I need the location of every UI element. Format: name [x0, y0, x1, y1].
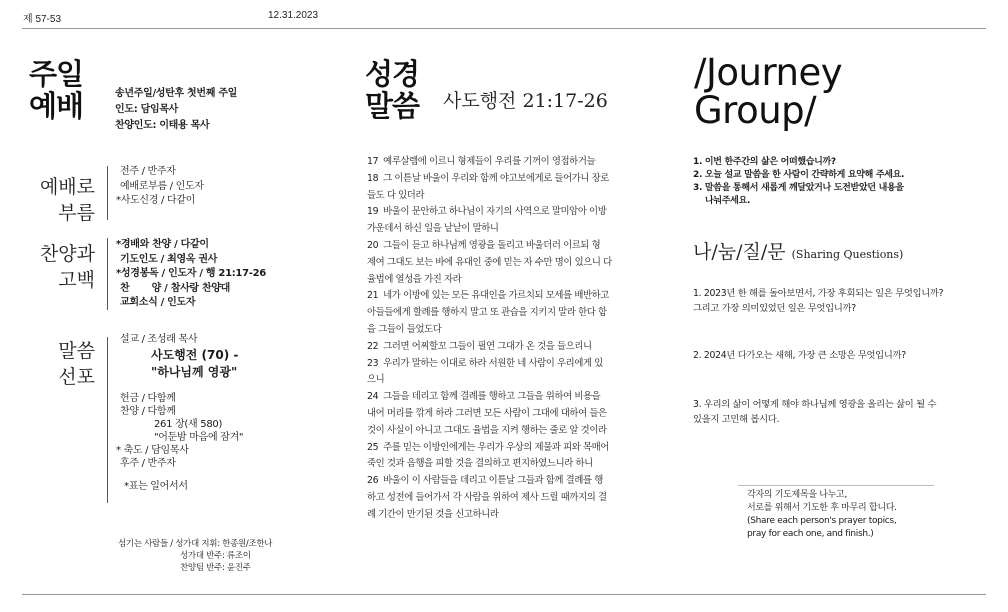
- verse-text: 죽인 것과 음행을 피할 것을 결의하고 편지하였느니라 하니: [367, 458, 593, 470]
- section-title-word-line1: 말씀: [58, 340, 95, 362]
- scripture-line: [367, 272, 643, 289]
- sharing-title-en: (Sharing Questions): [791, 248, 904, 261]
- prayer-line: 각자의 기도제목을 나누고,: [747, 490, 848, 500]
- scripture-line: [367, 238, 643, 255]
- choir-credits: [118, 538, 272, 574]
- scripture-line: [367, 440, 643, 457]
- scripture-line: [367, 406, 643, 423]
- verse-number: 18: [367, 172, 379, 184]
- sharing-questions-title: [693, 237, 903, 264]
- journey-title-line1: /Journey: [694, 51, 843, 94]
- section-word-items: [116, 392, 244, 493]
- order-item: *성경봉독 / 인도자 / 행 21:17-26: [116, 268, 266, 279]
- verse-number: 22: [367, 340, 379, 352]
- verse-text: 우리가 말하는 이대로 하라 서원한 네 사람이 우리에게 있: [383, 357, 603, 369]
- worship-title-line2: 예배: [29, 89, 84, 123]
- service-leader: 인도: 담임목사: [115, 104, 179, 115]
- scripture-line: [367, 322, 643, 339]
- sharing-question-1: [693, 286, 973, 316]
- service-name: 송년주일/성탄후 첫번째 주일: [115, 88, 238, 99]
- verse-text: 례 기간이 만기된 것을 신고하니라: [367, 508, 499, 520]
- order-item: 예배로부름 / 인도자: [120, 180, 204, 192]
- order-item: 교회소식 / 인도자: [120, 297, 196, 308]
- bottom-divider: [22, 594, 986, 595]
- issue-number: 제 57-53: [23, 14, 62, 25]
- section-title-word: [15, 338, 95, 390]
- sermon-title-line1: 사도행전 (70) -: [151, 348, 239, 362]
- journey-group-title: [694, 51, 843, 132]
- verse-number: 21: [367, 290, 379, 302]
- verse-text: 주를 믿는 이방인에게는 우리가 우상의 제물과 피와 목매어: [383, 441, 609, 453]
- sermon-title: [151, 347, 238, 381]
- service-info: [115, 86, 237, 134]
- verse-text: 내어 머리를 깎게 하라 그러면 모든 사람이 그대에 대하여 들은: [367, 407, 607, 419]
- verse-number: 17: [367, 156, 379, 167]
- prayer-instructions: [747, 489, 897, 541]
- scripture-line: [367, 154, 643, 171]
- verse-number: 24: [367, 391, 379, 403]
- order-item: 261 장(새 580): [154, 419, 223, 430]
- section-title-call: [15, 174, 95, 226]
- journey-title-line2: Group/: [694, 89, 817, 132]
- verse-text: 가운데서 하신 일을 낱낱이 말하니: [367, 223, 499, 235]
- section-title-call-line2: 부름: [58, 202, 95, 224]
- verse-text: 아들들에게 할례를 행하지 말고 또 관습을 지키지 말라 한다 함: [367, 307, 607, 319]
- question-line: 1. 2023년 한 해를 돌아보면서, 가장 후회되는 일은 무엇입니까?: [693, 288, 944, 299]
- section-call-divider: [107, 166, 108, 220]
- scripture-line: [367, 188, 643, 205]
- verse-number: 23: [367, 357, 379, 369]
- order-item: 기도인도 / 최영옥 권사: [120, 253, 218, 265]
- choir-line: 찬양팀 반주: 윤진주: [180, 563, 251, 573]
- journey-step: 3. 말씀을 통해서 새롭게 깨달았거나 도전받았던 내용을: [693, 183, 904, 193]
- section-title-praise-line1: 찬양과: [39, 243, 95, 265]
- sharing-title-ko: 나/눔/질/문: [693, 241, 786, 263]
- scripture-line: [367, 490, 643, 507]
- order-item: 찬양 / 다함께: [120, 406, 176, 417]
- scripture-line: [367, 221, 643, 238]
- scripture-line: [367, 171, 643, 188]
- verse-text: 바울이 이 사람들을 데리고 이튿날 그들과 함께 결례를 행: [383, 475, 603, 487]
- verse-text: 그들이 듣고 하나님께 영광을 돌리고 바울더러 이르되 형: [383, 239, 601, 251]
- scripture-line: [367, 389, 643, 406]
- sermon-label: 설교 / 조성래 목사: [120, 334, 198, 345]
- verse-number: 25: [367, 441, 379, 453]
- order-item: 후주 / 반주자: [120, 458, 176, 469]
- verse-text: 으니: [367, 374, 385, 386]
- section-call-items: [116, 165, 204, 209]
- order-item: *사도신경 / 다같이: [116, 195, 196, 206]
- scripture-line: [367, 507, 643, 524]
- verse-text: 율법에 열성을 가진 자라: [367, 273, 462, 285]
- scripture-line: [367, 255, 643, 272]
- verse-number: 20: [367, 239, 379, 251]
- top-divider: [22, 28, 986, 29]
- section-title-praise: [15, 241, 95, 293]
- verse-text: 을 그들이 들었도다: [367, 323, 442, 335]
- question-line: 3. 우리의 삶이 어떻게 해야 하나님께 영광을 올리는 삶이 될 수: [693, 399, 937, 410]
- verse-text: 그러면 어찌할꼬 그들이 필연 그대가 온 것을 들으리니: [383, 340, 592, 352]
- verse-text: 예루살렘에 이르니 형제들이 우리를 기꺼이 영접하거늘: [383, 156, 596, 167]
- scripture-line: [367, 204, 643, 221]
- order-item: 찬 양 / 참사랑 찬양대: [120, 282, 231, 294]
- standing-note: *표는 일어서서: [124, 481, 188, 492]
- verse-text: 네가 이방에 있는 모든 유대인을 가르치되 모세를 배반하고: [383, 290, 609, 302]
- scripture-line: [367, 423, 643, 440]
- scripture-title-line1: 성경: [365, 57, 420, 91]
- prayer-line: 서로를 위해서 기도한 후 마무리 합니다.: [747, 503, 897, 513]
- sharing-question-2: [693, 348, 973, 363]
- verse-text: 그 이튿날 바울이 우리와 함께 야고보에게로 들어가니 장로: [383, 172, 609, 184]
- verse-number: 19: [367, 206, 379, 218]
- sermon-title-line2: "하나님께 영광": [151, 365, 238, 379]
- section-title-word-line2: 선포: [58, 366, 95, 388]
- verse-number: 26: [367, 475, 379, 487]
- journey-step: 나눠주세요.: [705, 196, 751, 206]
- scripture-line: [367, 305, 643, 322]
- prayer-line: (Share each person's prayer topics,: [747, 516, 897, 526]
- worship-title: [29, 58, 83, 122]
- choir-line: 섬기는 사람들 / 성가대 지휘: 한종원/조한나: [118, 539, 273, 549]
- order-item: * 축도 / 담임목사: [116, 445, 189, 456]
- verse-text: 하고 성전에 들어가서 각 사람을 위하여 제사 드릴 때까지의 결: [367, 491, 607, 503]
- journey-step: 2. 오늘 설교 말씀을 한 사람이 간략하게 요약해 주세요.: [693, 170, 905, 180]
- bulletin-date: 12.31.2023: [268, 10, 319, 21]
- verse-text: 제여 그대도 보는 바에 유대인 중에 믿는 자 수만 명이 있으니 다: [367, 256, 612, 268]
- verse-text: 그들을 데리고 함께 결례를 행하고 그들을 위하여 비용을: [383, 391, 601, 403]
- order-item: *경배와 찬양 / 다같이: [116, 239, 209, 250]
- order-item: "어둔밤 마음에 잠겨": [154, 432, 244, 443]
- section-praise-divider: [107, 238, 108, 310]
- section-title-call-line1: 예배로: [39, 176, 95, 198]
- scripture-line: [367, 288, 643, 305]
- scripture-line: [367, 456, 643, 473]
- journey-step: 1. 이번 한주간의 삶은 어떠했습니까?: [693, 157, 836, 167]
- scripture-line: [367, 372, 643, 389]
- scripture-line: [367, 339, 643, 356]
- scripture-title: [365, 58, 419, 122]
- sharing-question-3: [693, 397, 973, 427]
- scripture-line: [367, 473, 643, 490]
- section-praise-items: [116, 238, 266, 311]
- question-line: 그리고 가장 의미있었던 일은 무엇입니까?: [693, 303, 856, 314]
- prayer-line: pray for each one, and finish.): [747, 529, 874, 539]
- scripture-line: [367, 356, 643, 373]
- worship-title-line1: 주일: [29, 57, 84, 91]
- section-title-praise-line2: 고백: [58, 269, 95, 291]
- question-line: 2. 2024년 다가오는 새해, 가장 큰 소망은 무엇입니까?: [693, 350, 906, 361]
- scripture-title-line2: 말씀: [365, 89, 420, 123]
- passage-reference: 사도행전 21:17-26: [443, 90, 608, 112]
- prayer-divider: [738, 485, 934, 486]
- verse-text: 바울이 문안하고 하나님이 자기의 사역으로 말미암아 이방: [383, 206, 607, 218]
- journey-steps: [693, 156, 904, 208]
- order-item: 헌금 / 다함께: [120, 393, 176, 404]
- order-item: 전주 / 반주자: [120, 166, 176, 177]
- question-line: 있을지 고민해 봅시다.: [693, 414, 780, 425]
- verse-text: 들도 다 있더라: [367, 189, 425, 201]
- section-word-divider: [107, 337, 108, 503]
- praise-leader: 찬양인도: 이태용 목사: [115, 120, 210, 131]
- choir-line: 성가대 반주: 류조이: [180, 551, 251, 561]
- verse-text: 것이 사실이 아니고 그대도 율법을 지켜 행하는 줄로 알 것이라: [367, 424, 607, 436]
- scripture-text: [367, 154, 643, 524]
